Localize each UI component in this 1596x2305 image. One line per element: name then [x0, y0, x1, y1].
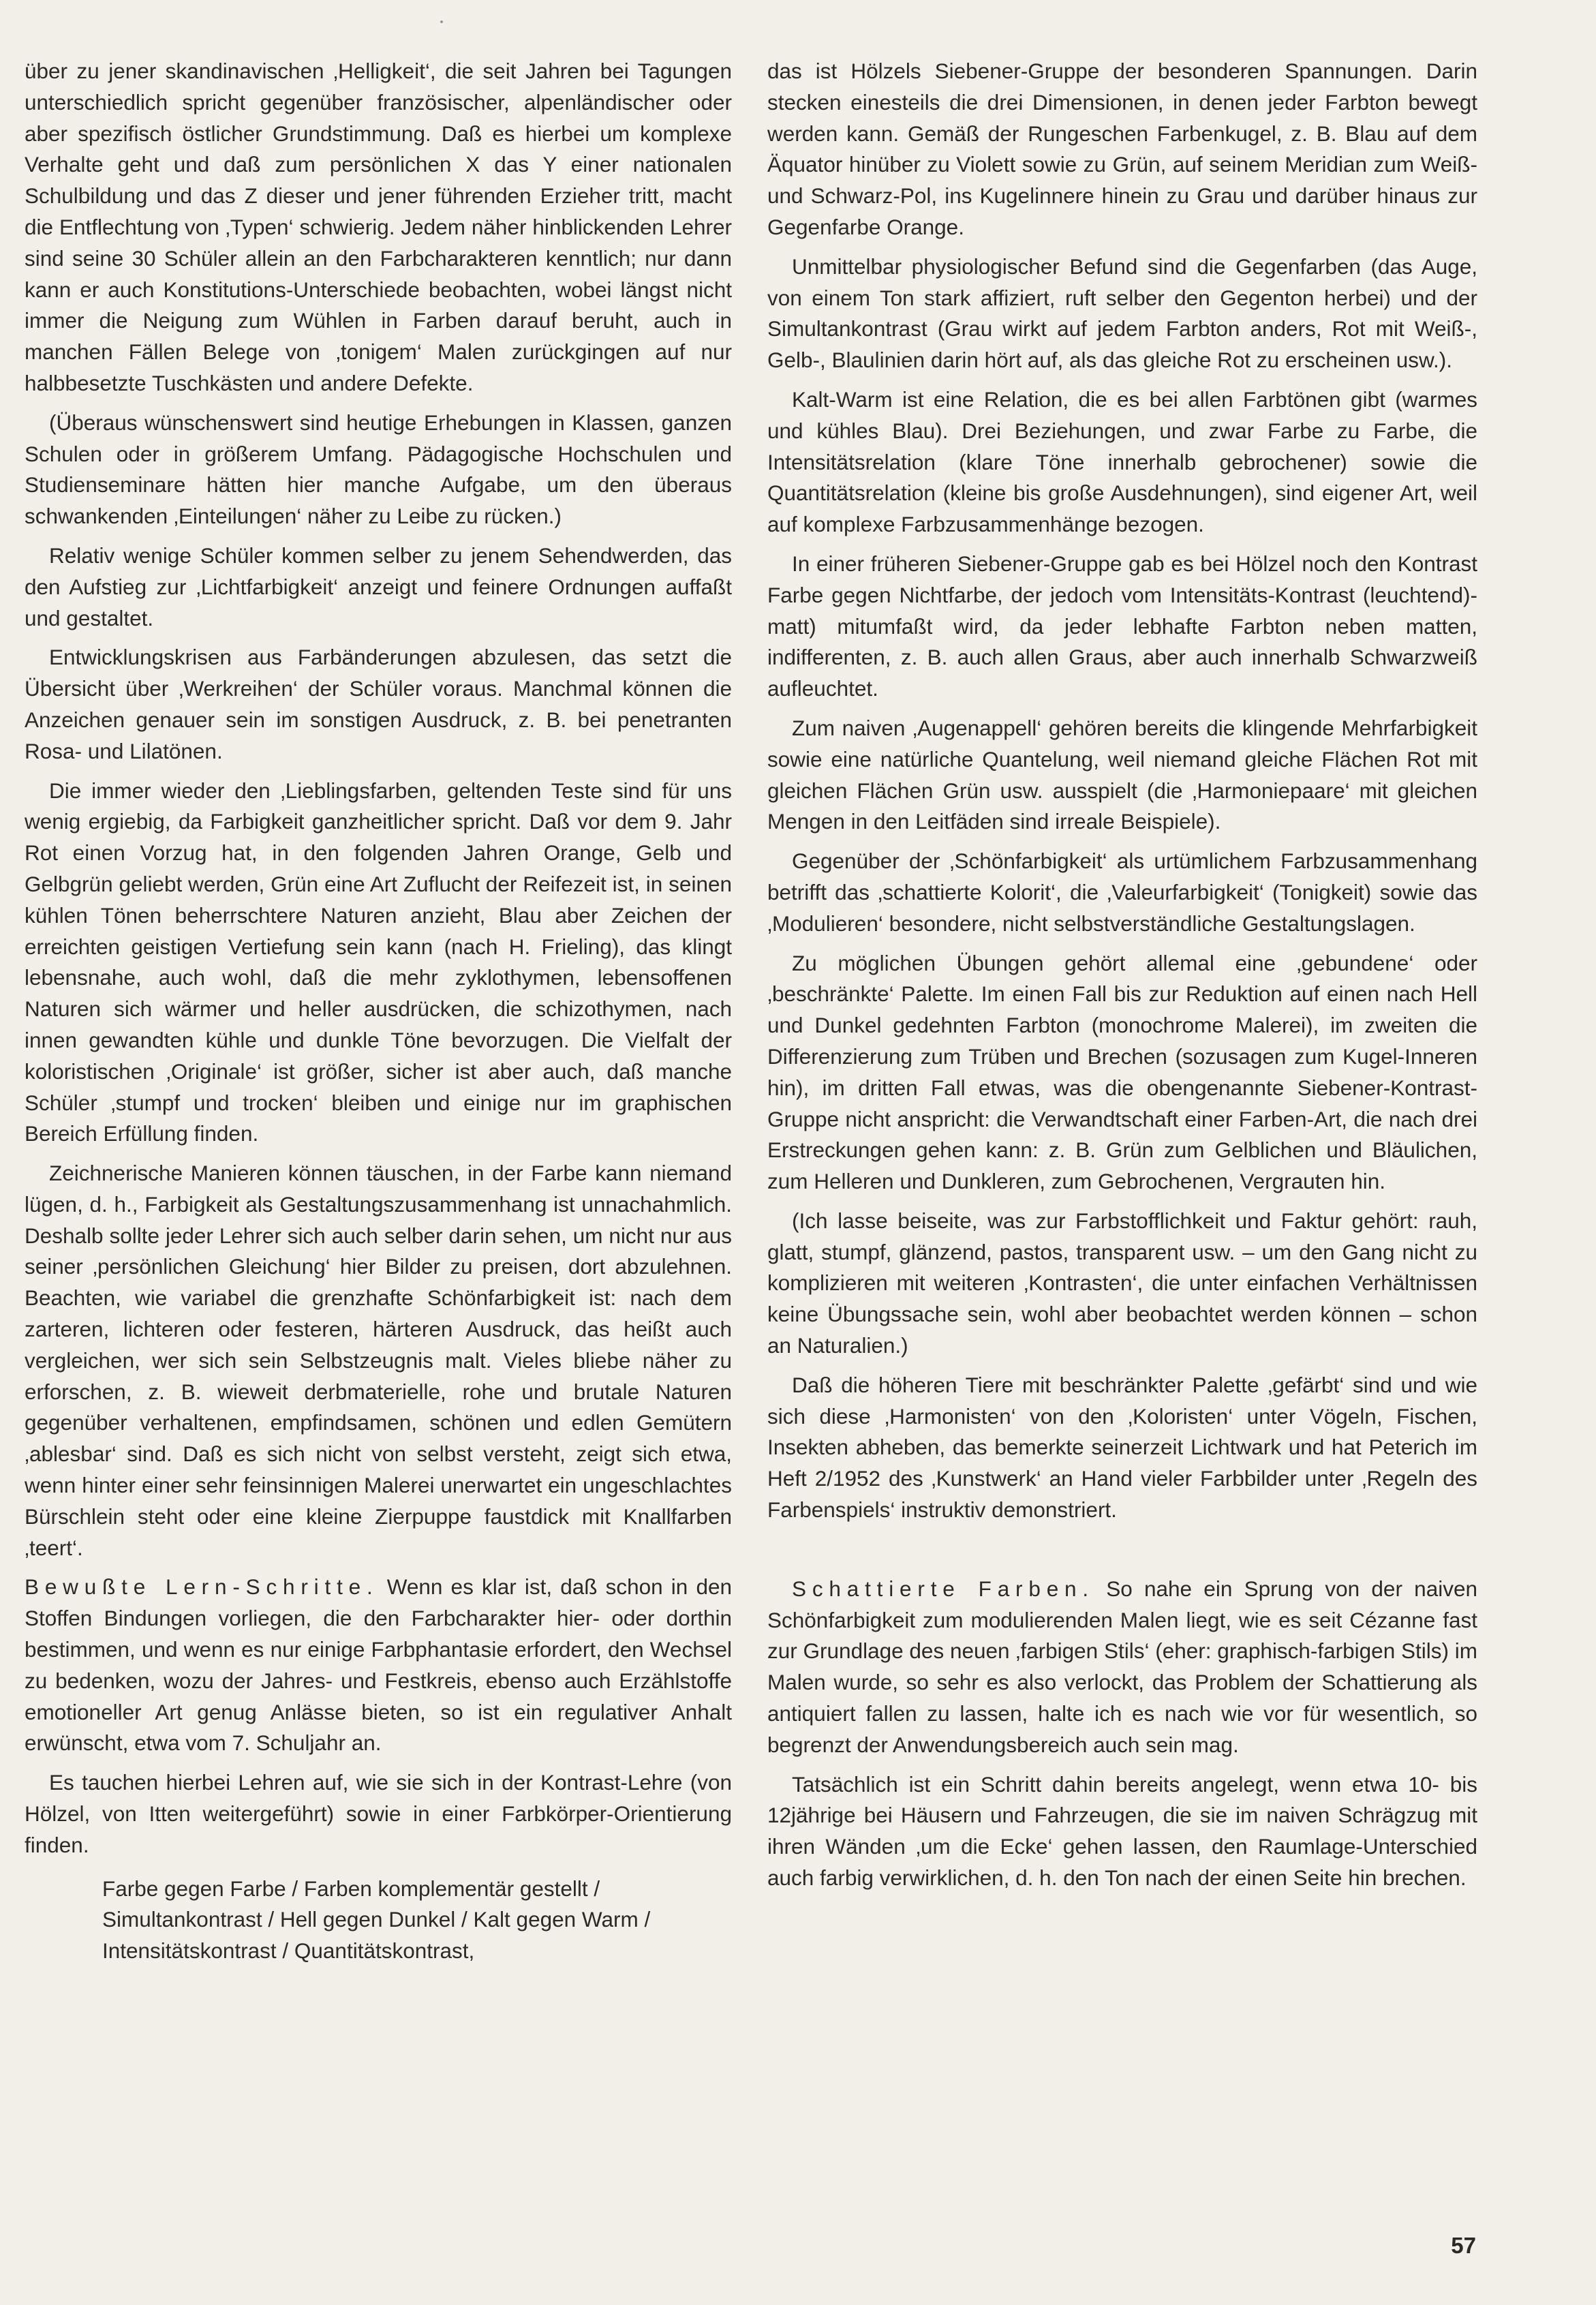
section-heading: Schattierte Farben.	[792, 1576, 1094, 1601]
paragraph: Entwicklungskrisen aus Farbänderungen abzulesen, das setzt die Übersicht über ‚Werkreihen‘ der Schüler voraus. Manchmal können die Anzeichen genauer sein im sonstigen Ausdruck, z. B. bei penetranten Rosa- und Lilatönen.	[25, 645, 732, 763]
paragraph: (Ich lasse beiseite, was zur Farbstofflichkeit und Faktur gehört: rauh, glatt, stumpf, glänzend, pastos, transparent usw. – um den Gang nicht zu komplizieren mit weiteren ‚Kontrasten‘, die unter einfachen Verhältnissen keine Übungssache sein, wohl aber beobachtet werden können – schon an Naturalien.)	[767, 1208, 1477, 1358]
page-number: 57	[1451, 2233, 1476, 2258]
section-paragraph	[25, 1572, 732, 1759]
paragraph: Zu möglichen Übungen gehört allemal eine ‚gebundene‘ oder ‚beschränkte‘ Palette. Im einen Fall bis zur Reduktion auf einen nach Hell und Dunkel gedehnten Farbton (monochrome Malerei), im zweiten die Differenzierung zum Trüben und Brechen (sozusagen zum Kugel-Inneren hin), im dritten Fall etwas, was die obengenannte Siebener-Kontrast-Gruppe nicht anspricht: die Verwandtschaft einer Farben-Art, die nach drei Erstreckungen gehen kann: z. B. Grün zum Gelblichen und Bläulichen, zum Helleren und Dunkleren, zum Gebrochenen, Vergrauten hin.	[767, 950, 1477, 1194]
paragraph: Daß die höheren Tiere mit beschränkter Palette ‚gefärbt‘ sind und wie sich diese ‚Harmonisten‘ von den ‚Koloristen‘ unter Vögeln, Fischen, Insekten abheben, das bemerkte seinerzeit Lichtwark und hat Peterich im Heft 2/1952 des ‚Kunstwerk‘ an Hand vieler Farbbilder unter ‚Regeln des Farbenspiels‘ instruktiv demonstriert.	[767, 1372, 1477, 1523]
paragraph: Unmittelbar physiologischer Befund sind die Gegenfarben (das Auge, von einem Ton stark affiziert, ruft selber den Gegenton herbei) und der Simultankontrast (Grau wirkt auf jedem Farbton anders, Rot mit Weiß-, Gelb-, Blaulinien darin hört auf, als das gleiche Rot zu erscheinen usw.).	[767, 254, 1477, 373]
paragraph: über zu jener skandinavischen ‚Helligkeit‘, die seit Jahren bei Tagungen unterschiedlich spricht gegenüber französischer, alpenländischer oder aber spezifisch östlicher Grundstimmung. Daß es hierbei um komplexe Verhalte geht und daß zum persönlichen X das Y einer nationalen Schulbildung und das Z dieser und jener führenden Erzieher tritt, macht die Entflechtung von ‚Typen‘ schwierig. Jedem näher hinblickenden Lehrer sind seine 30 Schüler allein an den Farbcharakteren kenntlich; nur dann kann er auch Konstitutions-Unterschiede beobachten, wobei längst nicht immer die Neigung zum Wühlen in Farben darauf beruht, auch in manchen Fällen Belege von ‚tonigem‘ Malen zurückgingen auf nur halbbesetzte Tuschkästen und andere Defekte.	[25, 59, 732, 395]
paragraph: Kalt-Warm ist eine Relation, die es bei allen Farbtönen gibt (warmes und kühles Blau). Drei Beziehungen, und zwar Farbe zu Farbe, die Intensitätsrelation (klare Töne innerhalb gebrochener) sowie die Quantitätsrelation (kleine bis große Ausdehnungen), sind eigener Art, weil auf komplexe Farbzusammenhänge bezogen.	[767, 386, 1477, 537]
section-paragraph	[767, 1574, 1477, 1761]
paragraph: Es tauchen hierbei Lehren auf, wie sie sich in der Kontrast-Lehre (von Hölzel, von Itten weitergeführt) sowie in einer Farbkörper-Orientierung finden.	[25, 1770, 732, 1857]
paragraph: In einer früheren Siebener-Gruppe gab es bei Hölzel noch den Kontrast Farbe gegen Nichtfarbe, der jedoch vom Intensitäts-Kontrast (leuchtend)-matt) mitumfaßt wird, da jeder lebhafte Farbton neben matten, indifferenten, z. B. auch allen Graus, aber auch innerhalb Schwarzweiß aufleuchtet.	[767, 551, 1477, 701]
paragraph: das ist Hölzels Siebener-Gruppe der besonderen Spannungen. Darin stecken einesteils die drei Dimensionen, in denen jeder Farbton bewegt werden kann. Gemäß der Rungeschen Farbenkugel, z. B. Blau auf dem Äquator hinüber zu Violett sowie zu Grün, auf seinem Meridian zum Weiß- und Schwarz-Pol, ins Kugelinnere hinein zu Grau und darüber hinaus zur Gegenfarbe Orange.	[767, 59, 1477, 239]
paragraph: Gegenüber der ‚Schönfarbigkeit‘ als urtümlichem Farbzusammenhang betrifft das ‚schattierte Kolorit‘, die ‚Valeurfarbigkeit‘ (Tonigkeit) sowie das ‚Modulieren‘ besondere, nicht selbstverständliche Gestaltungslagen.	[767, 849, 1477, 936]
right-column	[767, 56, 1477, 1902]
paragraph: Relativ wenige Schüler kommen selber zu jenem Sehendwerden, das den Aufstieg zur ‚Lichtfarbigkeit‘ anzeigt und feinere Ordnungen auffaßt und gestaltet.	[25, 543, 732, 630]
paragraph: Die immer wieder den ‚Lieblingsfarben, geltenden Teste sind für uns wenig ergiebig, da Farbigkeit ganzheitlicher spricht. Daß vor dem 9. Jahr Rot einen Vorzug hat, in den folgenden Jahren Orange, Gelb und Gelbgrün geliebt werden, Grün eine Art Zuflucht der Reifezeit ist, in seinen kühlen Tönen beherrschtere Naturen anzieht, Blau aber Zeichen der erreichten geistigen Vertiefung sein kann (nach H. Frieling), das klingt lebensnahe, auch wohl, daß die mehr zyklothymen, lebensoffenen Naturen sich wärmer und heller ausdrücken, die schizothymen, nach innen gewandten kühle und dunkle Töne bevorzugen. Die Vielfalt der koloristischen ‚Originale‘ ist größer, sicher ist aber auch, daß manche Schüler ‚stumpf und trocken‘ bleiben und einige nur im graphischen Bereich Erfüllung finden.	[25, 778, 732, 1146]
paragraph-text: Wenn es klar ist, daß schon in den Stoffen Bindungen vorliegen, die den Farbcharakter hier- oder dorthin bestimmen, und wenn es nur einige Farbphantasie erfordert, den Wechsel zu bedenken, wozu der Jahres- und Festkreis, ebenso auch Erzählstoffe emotioneller Art genug Anlässe bieten, so ist ein regulativer Anhalt erwünscht, etwa vom 7. Schuljahr an.	[25, 1574, 732, 1756]
left-column	[25, 56, 732, 1975]
paragraph: Zeichnerische Manieren können täuschen, in der Farbe kann niemand lügen, d. h., Farbigkeit als Gestaltungszusammenhang ist unnachahmlich. Deshalb sollte jeder Lehrer sich auch selber darin sehen, um nicht nur aus seiner ‚persönlichen Gleichung‘ hier Bilder zu preisen, dort abzulehnen. Beachten, wie variabel die grenzhafte Schönfarbigkeit ist: nach dem zarteren, lichteren oder festeren, härteren Ausdruck, das heißt auch vergleichen, wer sich sein Selbstzeugnis malt. Vieles bliebe näher zu erforschen, z. B. wieweit derbmaterielle, rohe und brutale Naturen gegenüber verhaltenen, empfindsamen, schönen und edlen Gemütern ‚ablesbar‘ sind. Daß es sich nicht von selbst versteht, zeigt sich etwa, wenn hinter einer sehr feinsinnigen Malerei unerwartet ein ungeschlachtes Bürschlein steht oder eine kleine Zierpuppe faustdick mit Knallfarben ‚teert‘.	[25, 1161, 732, 1560]
contrast-list: Farbe gegen Farbe / Farben komplementär gestellt / Simultankontrast / Hell gegen Dunkel / Kalt gegen Warm / Intensitätskontrast / Quantitätskontrast,	[102, 1876, 651, 1964]
section-heading: Bewußte Lern-Schritte.	[25, 1574, 379, 1600]
scan-mark	[440, 20, 443, 23]
paragraph: Tatsächlich ist ein Schritt dahin bereits angelegt, wenn etwa 10- bis 12jährige bei Häusern und Fahrzeugen, die sie im naiven Schrägzug mit ihren Wänden ‚um die Ecke‘ gehen lassen, den Raumlage-Unterschied auch farbig verwirklichen, d. h. den Ton nach der einen Seite hin brechen.	[767, 1771, 1477, 1891]
paragraph-text: So nahe ein Sprung von der naiven Schönfarbigkeit zum modulierenden Malen liegt, wie es seit Cézanne fast zur Grundlage des neuen ‚farbigen Stils‘ (eher: graphisch-farbigen Stils) im Malen wurde, so sehr es also verlockt, das Problem der Schattierung als antiquiert fallen zu lassen, halte ich es nach wie vor für wesentlich, so begrenzt der Anwendungsbereich auch sein mag.	[767, 1576, 1478, 1757]
paragraph: (Überaus wünschenswert sind heutige Erhebungen in Klassen, ganzen Schulen oder in größerem Umfang. Pädagogische Hochschulen und Studienseminare hätten hier manche Aufgabe, um den überaus schwankenden ‚Einteilungen‘ näher zu Leibe zu rücken.)	[25, 410, 732, 529]
paragraph: Zum naiven ‚Augenappell‘ gehören bereits die klingende Mehrfarbigkeit sowie eine natürliche Quantelung, weil niemand gleiche Flächen Rot mit gleichen Flächen Grün usw. ausspielt (die ‚Harmoniepaare‘ mit gleichen Mengen in den Leitfäden sind irreale Beispiele).	[767, 715, 1477, 834]
